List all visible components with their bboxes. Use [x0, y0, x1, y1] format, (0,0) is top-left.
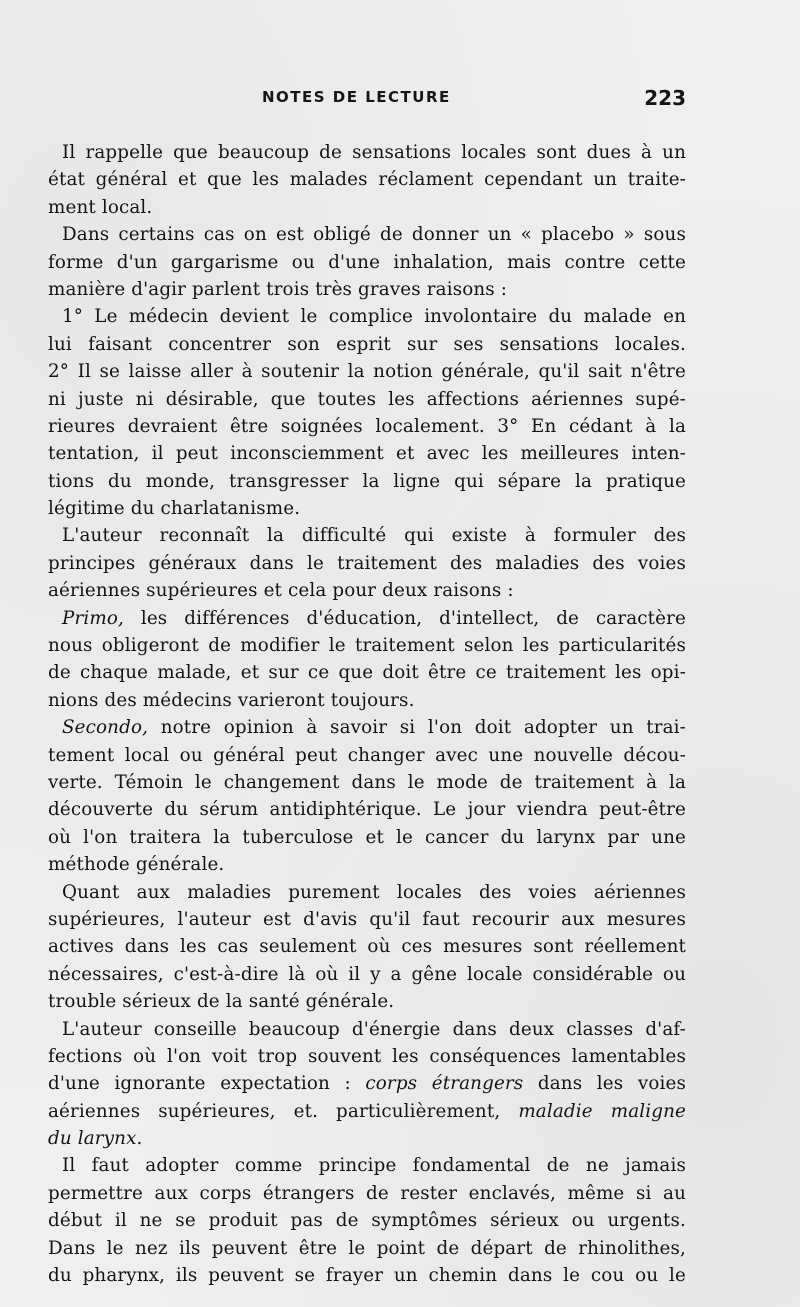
italic-text: Primo, — [62, 607, 124, 629]
line-text: dans les voies — [523, 1073, 686, 1095]
text-line — [48, 577, 686, 604]
line-text: tement local ou général peut changer avec une nouvelle décou- — [48, 744, 686, 766]
text-line — [48, 988, 686, 1015]
text-line — [48, 687, 686, 714]
text-line — [48, 413, 686, 440]
line-text: tions du monde, transgresser la ligne qui sépare la pratique — [48, 470, 686, 492]
line-text: Il faut adopter comme principe fondamental de ne jamais — [62, 1155, 686, 1177]
text-line — [48, 166, 686, 193]
text-line — [48, 1207, 686, 1234]
line-text: Dans certains cas on est obligé de donner un « placebo » sous — [62, 224, 686, 246]
line-text: principes généraux dans le traitement des maladies des voies — [48, 552, 686, 574]
text-line — [48, 194, 686, 221]
text-line — [48, 495, 686, 522]
line-text: rieures devraient être soignées localement. 3° En cédant à la — [48, 415, 686, 437]
line-text: lui faisant concentrer son esprit sur ses sensations locales. — [48, 333, 686, 355]
text-line — [48, 276, 686, 303]
line-text: supérieures, l'auteur est d'avis qu'il faut recourir aux mesures — [48, 908, 686, 930]
text-line — [48, 824, 686, 851]
line-text: aériennes supérieures, et. particulièrement, — [48, 1100, 519, 1122]
line-text: nions des médecins varieront toujours. — [48, 689, 415, 711]
text-line — [48, 386, 686, 413]
text-line — [48, 550, 686, 577]
italic-text: maladie maligne — [518, 1100, 686, 1122]
text-line — [48, 1125, 686, 1152]
line-text: verte. Témoin le changement dans le mode de traitement à la — [48, 771, 686, 793]
line-text: . — [136, 1128, 143, 1150]
line-text: manière d'agir parlent trois très graves raisons : — [48, 278, 508, 300]
line-text: tentation, il peut inconsciemment et avec les meilleures inten- — [48, 443, 686, 465]
text-line — [48, 522, 686, 549]
text-line — [48, 906, 686, 933]
text-line — [48, 796, 686, 823]
line-text: nous obligeront de modifier le traitement selon les particularités — [48, 635, 686, 657]
line-text: nécessaires, c'est-à-dire là où il y a gêne locale considérable ou — [48, 963, 686, 985]
text-line — [48, 879, 686, 906]
text-line — [48, 961, 686, 988]
line-text: notre opinion à savoir si l'on doit adopter un trai- — [148, 717, 686, 739]
line-text: Quant aux maladies purement locales des voies aériennes — [62, 881, 686, 903]
line-text: 1° Le médecin devient le complice involontaire du malade en — [62, 306, 686, 328]
line-text: ni juste ni désirable, que toutes les affections aériennes supé- — [48, 388, 686, 410]
text-line — [48, 1262, 686, 1289]
page-header — [48, 88, 686, 116]
page-number: 223 — [644, 86, 686, 110]
text-line — [48, 632, 686, 659]
line-text: ment local. — [48, 196, 153, 218]
line-text: aériennes supérieures et cela pour deux raisons : — [48, 580, 514, 602]
line-text: Dans le nez ils peuvent être le point de départ de rhinolithes, — [48, 1237, 686, 1259]
text-line — [48, 249, 686, 276]
line-text: de chaque malade, et sur ce que doit être ce traitement les opi- — [48, 662, 686, 684]
italic-text: Secondo, — [62, 717, 149, 739]
text-line — [48, 139, 686, 166]
text-line — [48, 1235, 686, 1262]
text-line — [48, 851, 686, 878]
running-title: NOTES DE LECTURE — [262, 88, 451, 106]
line-text: du pharynx, ils peuvent se frayer un chemin dans le cou ou le — [48, 1265, 686, 1287]
text-line — [48, 303, 686, 330]
text-line — [48, 1043, 686, 1070]
line-text: L'auteur reconnaît la difficulté qui existe à formuler des — [62, 525, 686, 547]
text-line — [48, 933, 686, 960]
italic-text: corps étrangers — [365, 1073, 524, 1095]
text-line — [48, 742, 686, 769]
line-text: où l'on traitera la tuberculose et le cancer du larynx par une — [48, 826, 686, 848]
text-line — [48, 468, 686, 495]
body-text — [48, 139, 686, 1289]
line-text: découverte du sérum antidiphtérique. Le jour viendra peut-être — [48, 799, 686, 821]
text-line — [48, 714, 686, 741]
text-line — [48, 221, 686, 248]
text-line — [48, 358, 686, 385]
text-line — [48, 1016, 686, 1043]
text-line — [48, 659, 686, 686]
line-text: L'auteur conseille beaucoup d'énergie dans deux classes d'af- — [62, 1018, 686, 1040]
text-line — [48, 331, 686, 358]
line-text: les différences d'éducation, d'intellect, de caractère — [123, 607, 686, 629]
line-text: actives dans les cas seulement où ces mesures sont réellement — [48, 936, 686, 958]
line-text: Il rappelle que beaucoup de sensations locales sont dues à un — [62, 142, 686, 163]
italic-text: du larynx — [48, 1128, 137, 1150]
text-line — [48, 1070, 686, 1097]
line-text: début il ne se produit pas de symptômes sérieux ou urgents. — [48, 1210, 686, 1232]
line-text: forme d'un gargarisme ou d'une inhalation, mais contre cette — [48, 251, 686, 273]
line-text: 2° Il se laisse aller à soutenir la notion générale, qu'il sait n'être — [48, 361, 686, 383]
line-text: permettre aux corps étrangers de rester enclavés, même si au — [48, 1182, 686, 1204]
line-text: trouble sérieux de la santé générale. — [48, 991, 395, 1013]
text-line — [48, 769, 686, 796]
text-line — [48, 440, 686, 467]
line-text: état général et que les malades réclament cependant un traite- — [48, 169, 686, 191]
line-text: méthode générale. — [48, 854, 225, 876]
text-line — [48, 1180, 686, 1207]
text-line — [48, 1098, 686, 1125]
line-text: fections où l'on voit trop souvent les conséquences lamentables — [48, 1045, 686, 1067]
line-text: légitime du charlatanisme. — [48, 498, 301, 520]
text-line — [48, 605, 686, 632]
line-text: d'une ignorante expectation : — [48, 1073, 366, 1095]
text-line — [48, 1152, 686, 1179]
